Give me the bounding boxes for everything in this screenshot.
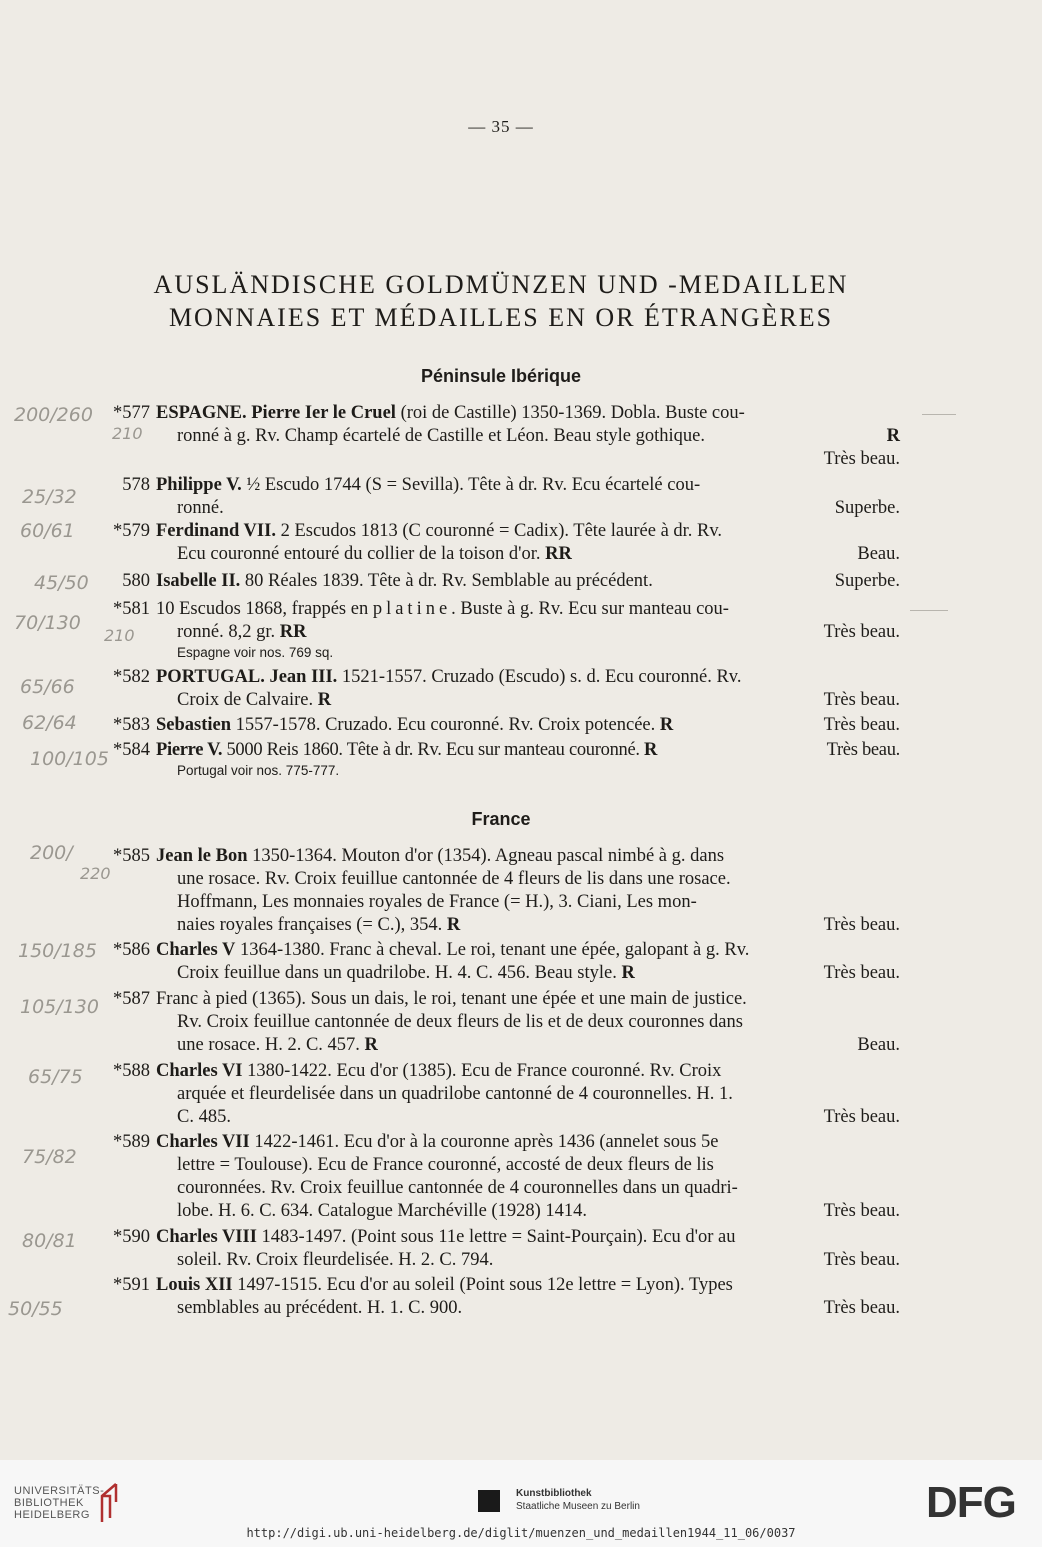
grade: Très beau. bbox=[823, 622, 900, 642]
pencil-mark bbox=[922, 414, 956, 415]
grade: Très beau. bbox=[823, 1107, 900, 1127]
rarity: R bbox=[364, 1035, 378, 1055]
annotation-587: 105/130 bbox=[20, 996, 99, 1018]
lot-number: *588 bbox=[113, 1061, 150, 1081]
heidelberg-library-label: UNIVERSITÄTS- BIBLIOTHEK HEIDELBERG bbox=[14, 1485, 105, 1521]
grade: Beau. bbox=[857, 544, 900, 564]
annotation-577b: 210 bbox=[112, 424, 143, 443]
lot-number: 578 bbox=[122, 475, 150, 495]
lot-name: Philippe V. bbox=[156, 475, 242, 495]
lot-name: Jean le Bon bbox=[156, 846, 248, 866]
title-german: AUSLÄNDISCHE GOLDMÜNZEN UND -MEDAILLEN bbox=[153, 270, 849, 299]
rarity: RR bbox=[279, 622, 307, 642]
annotation-585b: 220 bbox=[80, 864, 111, 883]
rarity: RR bbox=[545, 544, 572, 564]
annotation-585: 200/ bbox=[30, 842, 73, 864]
lot-name: Ferdinand VII. bbox=[156, 521, 276, 541]
cross-reference: Espagne voir nos. 769 sq. bbox=[177, 645, 334, 660]
grade: Très beau. bbox=[823, 1250, 900, 1270]
lot-number: *591 bbox=[113, 1275, 150, 1295]
rarity: R bbox=[621, 963, 635, 983]
annotation-577: 200/260 bbox=[14, 404, 93, 426]
lot-number: *586 bbox=[113, 940, 150, 960]
rarity: R bbox=[644, 740, 658, 760]
rarity: R bbox=[886, 426, 900, 446]
lot-number: *579 bbox=[113, 521, 150, 541]
rarity: R bbox=[659, 715, 674, 735]
lot-number: *584 bbox=[113, 740, 150, 760]
grade: Superbe. bbox=[834, 498, 900, 518]
page-number: — 35 — bbox=[468, 117, 534, 136]
grade: Très beau. bbox=[823, 690, 900, 710]
lot-number: *585 bbox=[113, 846, 150, 866]
grade: Beau. bbox=[857, 1035, 900, 1055]
annotation-583: 62/64 bbox=[22, 712, 77, 734]
lot-name: Isabelle II. bbox=[156, 571, 241, 591]
lot-name: Louis XII bbox=[156, 1275, 233, 1295]
platine-spaced: platine bbox=[372, 599, 452, 619]
grade: Très beau. bbox=[823, 1201, 900, 1221]
annotation-586: 150/185 bbox=[18, 940, 97, 962]
rarity: R bbox=[317, 690, 332, 710]
annotation-581b: 210 bbox=[104, 626, 135, 645]
section-heading-france: France bbox=[471, 809, 531, 829]
annotation-590: 80/81 bbox=[22, 1230, 77, 1252]
kunstbibliothek-logo-icon bbox=[478, 1490, 500, 1512]
lot-number: *587 bbox=[113, 989, 150, 1009]
cross-reference: Portugal voir nos. 775-777. bbox=[177, 763, 340, 778]
grade: Très beau. bbox=[823, 1298, 900, 1318]
annotation-591: 50/55 bbox=[8, 1298, 63, 1320]
grade: Très beau. bbox=[826, 740, 900, 760]
lot-number: *577 bbox=[113, 403, 150, 423]
lot-name: Pierre V. bbox=[156, 740, 223, 760]
annotation-582: 65/66 bbox=[20, 676, 75, 698]
annotation-579: 60/61 bbox=[20, 520, 75, 542]
lot-number: *583 bbox=[113, 715, 150, 735]
kunstbibliothek-label: Kunstbibliothek Staatliche Museen zu Berlin bbox=[516, 1488, 640, 1512]
section-heading-iberique: Péninsule Ibérique bbox=[420, 366, 582, 386]
lot-number: 580 bbox=[122, 571, 150, 591]
lot-number: *589 bbox=[113, 1132, 150, 1152]
grade: Très beau. bbox=[823, 915, 900, 935]
grade: Superbe. bbox=[834, 571, 900, 591]
dfg-logo: DFG bbox=[926, 1478, 1016, 1527]
annotation-589: 75/82 bbox=[22, 1146, 77, 1168]
rarity: R bbox=[446, 915, 461, 935]
grade: Très beau. bbox=[823, 715, 900, 735]
lot-name: ESPAGNE. Pierre Ier le Cruel bbox=[156, 403, 396, 423]
lot-name: Charles VIII bbox=[156, 1227, 257, 1247]
lot-name: Charles VII bbox=[156, 1132, 250, 1152]
annotation-578: 25/32 bbox=[22, 486, 77, 508]
lot-name: PORTUGAL. Jean III. bbox=[156, 667, 338, 687]
lot-name: Charles VI bbox=[156, 1061, 243, 1081]
annotation-580: 45/50 bbox=[34, 572, 89, 594]
lot-number: *590 bbox=[113, 1227, 150, 1247]
annotation-581: 70/130 bbox=[14, 612, 81, 634]
grade: Très beau. bbox=[823, 449, 900, 469]
title-french: MONNAIES ET MÉDAILLES EN OR ÉTRANGÈRES bbox=[168, 303, 834, 332]
grade: Très beau. bbox=[823, 963, 900, 983]
lot-name: Charles V bbox=[156, 940, 236, 960]
pencil-mark bbox=[910, 610, 948, 611]
annotation-588: 65/75 bbox=[28, 1066, 83, 1088]
heidelberg-logo-icon bbox=[96, 1482, 122, 1524]
lot-name: Sebastien bbox=[156, 715, 232, 735]
catalogue-page: — 35 — AUSLÄNDISCHE GOLDMÜNZEN UND -MEDAILLEN MONNAIES ET MÉDAILLES EN OR ÉTRANGÈRES Péninsule Ibérique France 200/260 210 25/32 60/61 45/50 70/130 210 65/66 62/64 100/105 200/ 220 150/185 105/130 65/75 75/82 80/81 50/55 *577 ESPAGNE. Pierre Ier le Cruel (roi de Castille) 1350-1369. Dobla. Buste cou- ronné à g. Rv. Champ écartelé de Castille et Léon. Beau style gothique. R Très beau. 578 Philippe V. ½ Escudo 1744 (S = Sevilla). Tête à dr. Rv. Ecu écartelé cou- ronné. Superbe. *579 Ferdinand VII. 2 Escudos 1813 (C couronné = Cadix). Tête laurée à dr. Rv. Ecu couronné entouré du collier de la toison d'or. RR Beau. 580 Isabelle II. 80 Réales 1839. Tête à dr. Rv. Semblable au précédent. Superbe. *581 10 Escudos 1868, frappés en platine. Buste à g. Rv. Ecu sur manteau cou- ronné. 8,2 gr. RR Très beau. Espagne voir nos. 769 sq. *582 PORTUGAL. Jean III. 1521-1557. Cruzado (Escudo) s. d. Ecu couronné. Rv. Croix de Calvaire. R Très beau. *583 Sebastien 1557-1578. Cruzado. Ecu couronné. Rv. Croix potencée. R Très beau. *584 Pierre V. 5000 Reis 1860. Tête à dr. Rv. Ecu sur manteau couronné. R Très beau. Portugal voir nos. 775-777. *585 Jean le Bon 1350-1364. Mouton d'or (1354). Agneau pascal nimbé à g. dans une rosace. Rv. Croix feuillue cantonnée de 4 fleurs de lis dans une rosace. Hoffmann, Les monnaies royales de France (= H.), 3. Ciani, Les mon- naies royales françaises (= C.), 354. R Très beau. *586 Charles V 1364-1380. Franc à cheval. Le roi, tenant une épée, galopant à g. Rv. Croix feuillue dans un quadrilobe. H. 4. C. 456. Beau style. R Très beau. *587 Franc à pied (1365). Sous un dais, le roi, tenant une épée et une main de justice. Rv. Croix feuillue cantonnée de deux fleurs de lis et de deux couronnes dans une rosace. H. 2. C. 457. R Beau. *588 Charles VI 1380-1422. Ecu d'or (1385). Ecu de France couronné. Rv. Croix arquée et fleurdelisée dans un quadrilobe cantonné de 4 couronnelles. H. 1. C. 485. Très beau. *589 Charles VII 1422-1461. Ecu d'or à la couronne après 1436 (annelet sous 5e lettre = Toulouse). Ecu de France couronné, accosté de deux fleurs de lis couronnées. Rv. Croix feuillue cantonnée de 4 couronnelles dans un quadri- lobe. H. 6. C. 634. Catalogue Marchéville (1928) 1414. Très beau. *590 Charles VIII 1483-1497. (Point sous 11e lettre = Saint-Pourçain). Ecu d'or au soleil. Rv. Croix fleurdelisée. H. 2. C. 794. Très beau. *591 Louis XII 1497-1515. Ecu d'or au soleil (Point sous 12e lettre = Lyon). Types semblables au précédent. H. 1. C. 900. Très beau. bbox=[0, 0, 1042, 1460]
lot-number: *582 bbox=[113, 667, 150, 687]
source-url[interactable]: http://digi.ub.uni-heidelberg.de/diglit/muenzen_und_medaillen1944_11_06/0037 bbox=[246, 1526, 796, 1540]
lot-number: *581 bbox=[113, 599, 150, 619]
digitization-footer bbox=[0, 1460, 1042, 1547]
annotation-584: 100/105 bbox=[30, 748, 109, 770]
